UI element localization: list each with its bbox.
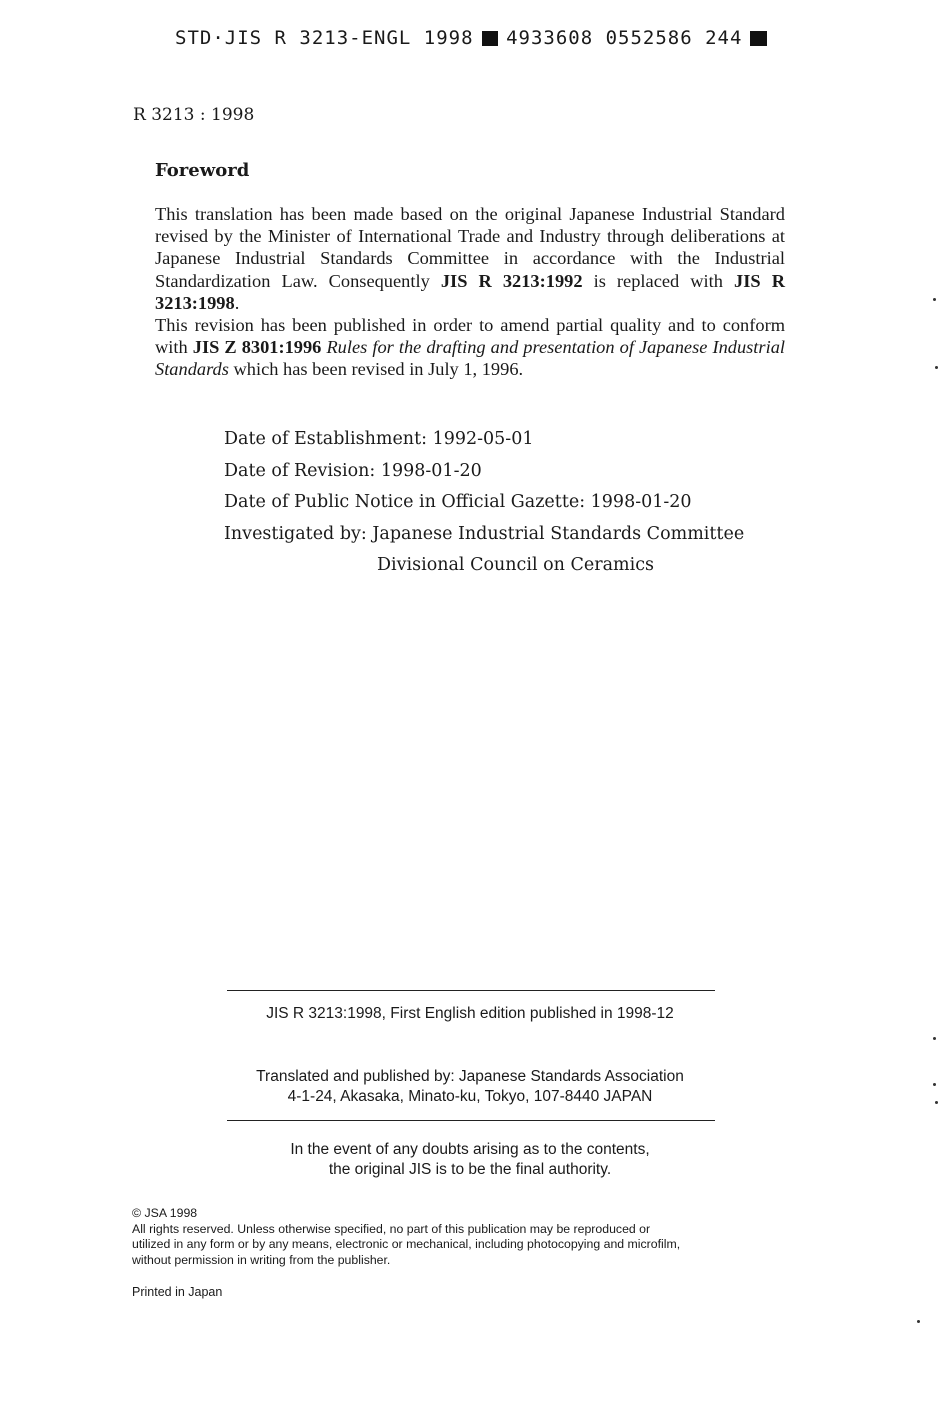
text-run: is replaced with <box>582 270 735 291</box>
black-block-icon <box>482 31 499 46</box>
text-run: This translation has been made based on the original Japanese Industrial Standard revised by the Minister of International Trade and Industry through deliberations at Japanese Industrial Standards Committee in accordance with the Industrial Standardization Law. Consequently <box>155 204 785 291</box>
date-of-establishment: Date of Establishment: 1992-05-01 <box>224 429 534 449</box>
divider-bottom <box>227 1120 715 1121</box>
dates-block <box>224 424 744 582</box>
doubts-line-1: In the event of any doubts arising as to the contents, <box>290 1141 650 1158</box>
standard-reference: JIS Z 8301:1996 <box>192 337 322 358</box>
doubts-line-2: the original JIS is to be the final authority. <box>328 1161 612 1178</box>
black-block-icon <box>750 31 767 46</box>
text-run: which has been revised in July 1, 1996. <box>228 359 524 380</box>
copyright-block <box>132 1206 784 1268</box>
header-stamp <box>175 26 775 50</box>
date-of-public-notice: Date of Public Notice in Official Gazette: 1998-01-20 <box>224 492 692 512</box>
scan-speck <box>917 1320 920 1323</box>
standard-reference: JIS R 3213:1992 <box>440 270 583 291</box>
standard-title: Rules for the drafting and presentation of Japanese Industrial Standards <box>155 337 785 380</box>
scan-speck <box>935 366 938 369</box>
standard-number: R 3213 : 1998 <box>133 105 255 125</box>
divider-top <box>227 990 715 991</box>
text-run: This revision has been published in order to amend partial quality and to conform with <box>155 315 785 358</box>
header-stamp-text: STD·JIS R 3213-ENGL 1998 <box>175 27 474 49</box>
scan-speck <box>933 298 936 301</box>
date-of-revision: Date of Revision: 1998-01-20 <box>224 460 482 481</box>
foreword-paragraph-2 <box>155 314 785 381</box>
standard-reference: JIS R 3213:1998 <box>155 270 785 313</box>
translated-by: Translated and published by: Japanese Standards Association <box>256 1068 684 1085</box>
text-run: . <box>234 292 240 313</box>
publisher-address: 4-1-24, Akasaka, Minato-ku, Tokyo, 107-8440 JAPAN <box>287 1088 653 1105</box>
rights-line-2: utilized in any form or by any means, electronic or mechanical, including photocopying and microfilm, <box>132 1237 681 1251</box>
divisional-council: Divisional Council on Ceramics <box>377 555 655 575</box>
investigated-by: Investigated by: Japanese Industrial Standards Committee <box>224 523 745 544</box>
scan-speck <box>933 1083 936 1086</box>
scan-speck <box>933 1037 936 1040</box>
copyright-holder: © JSA 1998 <box>132 1206 198 1220</box>
scan-speck <box>935 1101 938 1104</box>
rights-line-1: All rights reserved. Unless otherwise specified, no part of this publication may be reproduced or <box>132 1221 651 1236</box>
rights-line-3: without permission in writing from the publisher. <box>132 1252 391 1267</box>
foreword-body <box>155 203 785 381</box>
header-stamp-barcode-text: 4933608 0552586 244 <box>506 27 743 49</box>
foreword-title: Foreword <box>155 160 250 181</box>
printed-in: Printed in Japan <box>132 1285 223 1299</box>
foreword-paragraph-1 <box>155 203 785 314</box>
edition-line: JIS R 3213:1998, First English edition published in 1998-12 <box>266 1005 674 1022</box>
